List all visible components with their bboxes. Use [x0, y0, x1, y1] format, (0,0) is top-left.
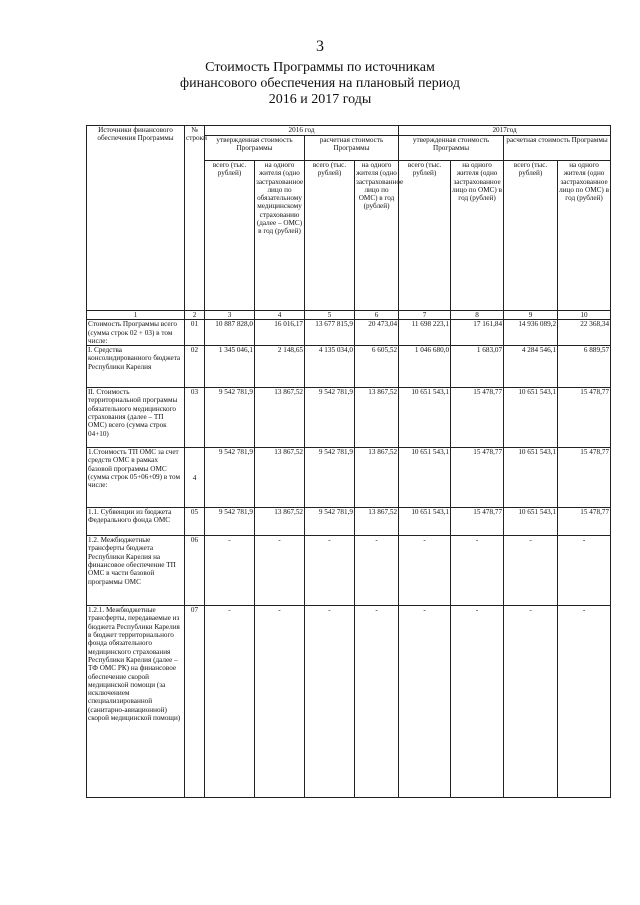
cell-value: 17 161,84 — [451, 320, 504, 346]
cell-value: 9 542 781,9 — [205, 388, 255, 448]
row-name: 1.2.1. Межбюджетные трансферты, передаваемые из бюджета Республики Карелия в бюджет территориального фонда обязательного медицинского страхования Республики Карелия (далее – ТФ ОМС РК) на финансовое обеспечение скорой медицинской помощи (за исключением специализированной (санитарно-авиационной) скорой медицинской помощи) — [87, 606, 185, 798]
cell-value: 13 867,52 — [255, 448, 305, 508]
cell-value: 10 651 543,1 — [504, 508, 558, 536]
header-year-2017: 2017год — [399, 126, 611, 136]
cell-value: - — [205, 536, 255, 606]
header-2017-approved: утвержденная стоимость Программы — [399, 136, 504, 161]
cell-value: 4 135 034,0 — [305, 346, 355, 388]
cell-value: 13 867,52 — [355, 388, 399, 448]
cell-value: 13 867,52 — [255, 388, 305, 448]
header-2017-approved-total: всего (тыс. рублей) — [399, 161, 451, 311]
cell-value: 9 542 781,9 — [305, 508, 355, 536]
row-no: 02 — [185, 346, 205, 388]
cell-value: - — [399, 536, 451, 606]
cell-value: 10 651 543,1 — [399, 388, 451, 448]
cell-value: 13 867,52 — [355, 508, 399, 536]
cell-value: - — [355, 606, 399, 798]
row-name: II. Стоимость территориальной программы обязательного медицинского страхования (далее – ТП ОМС) всего (сумма строк 04+10) — [87, 388, 185, 448]
cell-value: 10 651 543,1 — [399, 448, 451, 508]
cell-value: 1 345 046,1 — [205, 346, 255, 388]
cell-value: 6 605,52 — [355, 346, 399, 388]
cell-value: 9 542 781,9 — [305, 448, 355, 508]
header-2016-calculated: расчетная стоимость Программы — [305, 136, 399, 161]
header-2016-calc-per-resident: на одного жителя (одно застрахованное лицо по ОМС) в год (рублей) — [355, 161, 399, 311]
header-2016-approved-per-resident: на одного жителя (одно застрахованное лицо по обязательному медицинскому страхованию (далее – ОМС) в год (рублей) — [255, 161, 305, 311]
cell-value: 9 542 781,9 — [305, 388, 355, 448]
table-row — [87, 448, 611, 508]
column-index-row — [87, 311, 611, 320]
cell-value: 13 867,52 — [255, 508, 305, 536]
row-name: I. Средства консолидированного бюджета Республики Карелия — [87, 346, 185, 388]
column-index: 5 — [305, 311, 355, 320]
column-index: 2 — [185, 311, 205, 320]
row-no: 07 — [185, 606, 205, 798]
cell-value: - — [305, 536, 355, 606]
header-2017-approved-per-resident: на одного жителя (одно застрахованное лицо по ОМС) в год (рублей) — [451, 161, 504, 311]
row-no: 01 — [185, 320, 205, 346]
row-name: 1.2. Межбюджетные трансферты бюджета Республики Карелия на финансовое обеспечение ТП ОМС в части базовой программы ОМС — [87, 536, 185, 606]
cell-value: 15 478,77 — [451, 508, 504, 536]
cell-value: - — [504, 536, 558, 606]
row-name: Стоимость Программы всего (сумма строк 02 + 03) в том числе: — [87, 320, 185, 346]
column-index: 10 — [558, 311, 611, 320]
table-row — [87, 606, 611, 798]
row-no: 4 — [185, 448, 205, 508]
column-index: 8 — [451, 311, 504, 320]
header-2017-calc-total: всего (тыс. рублей) — [504, 161, 558, 311]
cell-value: 1 046 680,0 — [399, 346, 451, 388]
cell-value: 15 478,77 — [451, 448, 504, 508]
column-index: 7 — [399, 311, 451, 320]
title-line-1: Стоимость Программы по источникам — [205, 60, 435, 75]
header-2016-approved-total: всего (тыс. рублей) — [205, 161, 255, 311]
cell-value: - — [355, 536, 399, 606]
header-2016-approved: утвержденная стоимость Программы — [205, 136, 305, 161]
cell-value: 10 651 543,1 — [504, 448, 558, 508]
cell-value: - — [504, 606, 558, 798]
row-name: 1.Стоимость ТП ОМС за счет средств ОМС в рамках базовой программы ОМС (сумма строк 05+06+09) в том числе: — [87, 448, 185, 508]
cell-value: 1 683,07 — [451, 346, 504, 388]
header-row-no: № строки — [185, 126, 205, 311]
table-row — [87, 508, 611, 536]
cell-value: 6 889,57 — [558, 346, 611, 388]
table-row — [87, 346, 611, 388]
cell-value: 11 698 223,1 — [399, 320, 451, 346]
row-no: 06 — [185, 536, 205, 606]
cell-value: 22 368,34 — [558, 320, 611, 346]
cell-value: 13 677 815,9 — [305, 320, 355, 346]
cell-value: - — [305, 606, 355, 798]
cell-value: 10 651 543,1 — [504, 388, 558, 448]
header-2016-calc-total: всего (тыс. рублей) — [305, 161, 355, 311]
column-index: 9 — [504, 311, 558, 320]
cell-value: 15 478,77 — [558, 508, 611, 536]
cell-value: 13 867,52 — [355, 448, 399, 508]
cell-value: 9 542 781,9 — [205, 508, 255, 536]
cell-value: 14 936 089,2 — [504, 320, 558, 346]
cell-value: - — [399, 606, 451, 798]
cell-value: - — [558, 606, 611, 798]
cell-value: - — [255, 536, 305, 606]
cell-value: 2 148,65 — [255, 346, 305, 388]
cell-value: 10 651 543,1 — [399, 508, 451, 536]
cell-value: - — [558, 536, 611, 606]
row-no: 05 — [185, 508, 205, 536]
header-year-2016: 2016 год — [205, 126, 399, 136]
title-line-3: 2016 и 2017 годы — [268, 92, 372, 107]
header-2017-calculated: расчетная стоимость Программы — [504, 136, 611, 161]
cell-value: 15 478,77 — [558, 448, 611, 508]
cell-value: - — [451, 606, 504, 798]
column-index: 3 — [205, 311, 255, 320]
cell-value: - — [451, 536, 504, 606]
cell-value: 20 473,04 — [355, 320, 399, 346]
column-index: 6 — [355, 311, 399, 320]
document-title — [0, 60, 640, 108]
page-number: 3 — [316, 38, 324, 55]
table-row — [87, 536, 611, 606]
cell-value: 9 542 781,9 — [205, 448, 255, 508]
column-index: 1 — [87, 311, 185, 320]
cost-table — [86, 125, 611, 798]
column-index: 4 — [255, 311, 305, 320]
title-line-2: финансового обеспечения на плановый период — [180, 76, 460, 91]
header-2017-calc-per-resident: на одного жителя (одно застрахованное лицо по ОМС) в год (рублей) — [558, 161, 611, 311]
table-row — [87, 320, 611, 346]
cell-value: - — [255, 606, 305, 798]
header-source: Источники финансового обеспечения Программы — [87, 126, 185, 311]
row-no: 03 — [185, 388, 205, 448]
cell-value: 4 284 546,1 — [504, 346, 558, 388]
cell-value: 15 478,77 — [558, 388, 611, 448]
cell-value: - — [205, 606, 255, 798]
row-name: 1.1. Субвенции из бюджета Федерального фонда ОМС — [87, 508, 185, 536]
cell-value: 10 887 828,0 — [205, 320, 255, 346]
cell-value: 16 016,17 — [255, 320, 305, 346]
cell-value: 15 478,77 — [451, 388, 504, 448]
table-row — [87, 388, 611, 448]
